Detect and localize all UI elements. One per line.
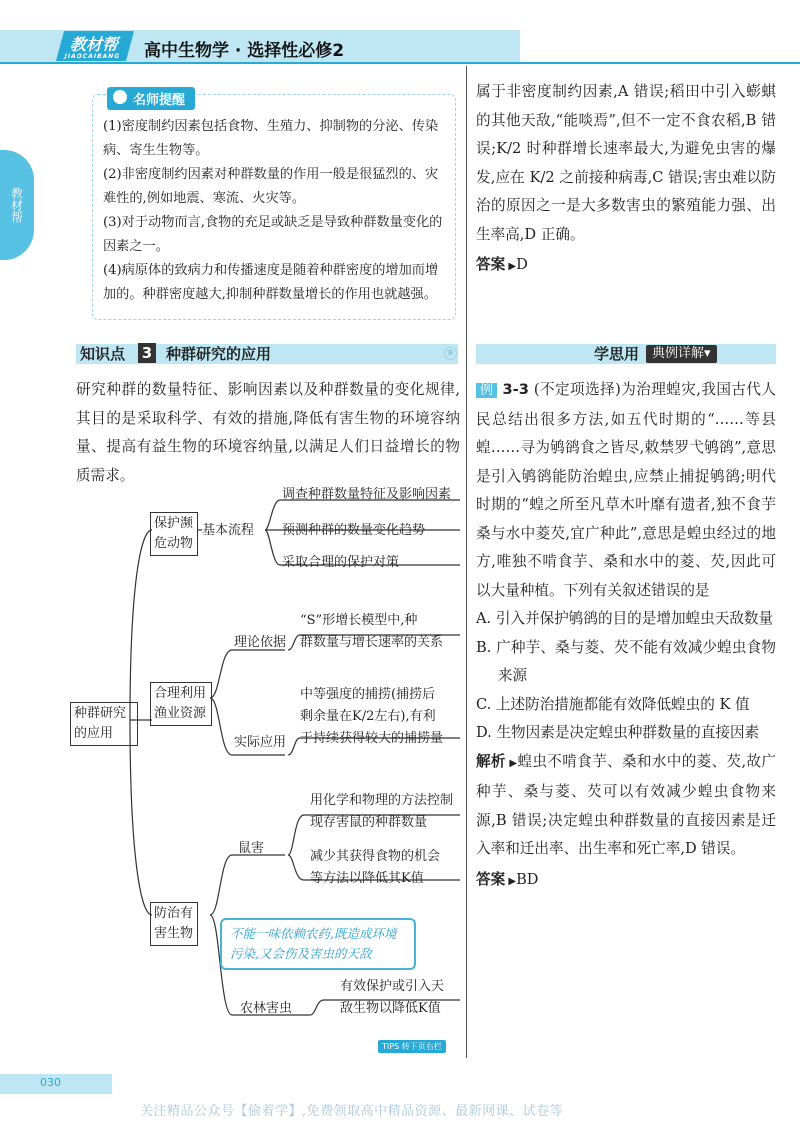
- mm-branch-fishery: 合理利用渔业资源: [150, 682, 212, 726]
- mm-b3-sub2: 农林害虫: [240, 1001, 293, 1016]
- mm-branch-protect: 保护濒危动物: [150, 512, 198, 556]
- option-a: A. 引入并保护鸲鹆的目的是增加蝗虫天敌数量: [476, 610, 774, 627]
- mm-b3-text: 有效保护或引入天: [340, 979, 445, 994]
- mm-b1-item: 采取合理的保护对策: [282, 555, 400, 570]
- mm-b1-item: 预测种群的数量变化趋势: [282, 523, 426, 538]
- prev-answer-block: 属于非密度制约因素,A 错误;稻田中引入蟛蜞的其他天敌,“能啖焉”,但不一定不食农稻,B 错误;K/2 时种群增长速率最大,为避免虫害的爆发,应在 K/2 之前接种病毒,C 错误;害虫难以防治的原因之一是大多数害虫的繁殖能力强、出生率高,D 正确。 答案 ▶D: [476, 78, 776, 282]
- page-number: 030: [40, 1076, 61, 1089]
- logo-subtext: JIAOCAIBANG: [63, 53, 121, 60]
- section-number: 3: [138, 343, 156, 363]
- mm-b3-sub1: 鼠害: [238, 841, 265, 856]
- mm-b2-text: “S”形增长模型中,种: [300, 613, 418, 628]
- level-badge: B: [444, 347, 457, 360]
- section-title: 种群研究的应用: [166, 345, 272, 363]
- column-divider: [466, 66, 467, 1058]
- answer-label: 答案: [476, 256, 506, 273]
- mm-b3-text: 等方法以降低其K值: [310, 871, 424, 886]
- footer-note: 关注精品公众号【偷着学】,免费领取高中精品资源、最新网课、试卷等: [140, 1104, 564, 1119]
- mm-b1-sub: 基本流程: [202, 523, 255, 538]
- mm-b2-text: 群数量与增长速率的关系: [300, 635, 444, 650]
- example-block: 例 3-3 (不定项选择)为治理蝗灾,我国古代人民总结出很多方法,如五代时期的“……等县蝗……寻为鸲鹆食之皆尽,敕禁罗弋鸲鹆”,意思是引入鸲鹆能防治蝗虫,应禁止捕捉鸲鹆;明代时期的“蝗之所至凡草木叶靡有遗者,独不食芋桑与水中菱芡,宜广种此”,意思是蝗虫经过的地方,唯独不啃食芋、桑和水中的菱、芡,因此可以大量种植。下列有关叙述错误的是 A. 引入并保护鸲鹆的目的是增加蝗虫天敌数量 B. 广种芋、桑与菱、芡不能有效减少蝗虫食物来源 C. 上述防治措施都能有效降低蝗虫的 K 值 D. 生物因素是决定蝗虫种群数量的直接因素 解析 ▶蝗虫不啃食芋、桑和水中的菱、芡,故广种芋、桑与菱、芡可以有效减少蝗虫食物来源,B 错误;决定蝗虫种群数量的直接因素是迁入率和迁出率、出生率和死亡率,D 错误。 答案 ▶BD: [476, 376, 776, 896]
- logo-text: 教材帮: [68, 35, 122, 54]
- mm-b2-text: 剩余量在K/2左右),有利: [300, 709, 436, 724]
- mm-b2-text: 于持续获得较大的捕捞量: [300, 731, 444, 746]
- mm-b2-sub2: 实际应用: [234, 735, 287, 750]
- mm-branch-pest: 防治有害生物: [150, 902, 198, 946]
- mm-b3-text: 用化学和物理的方法控制: [310, 793, 454, 808]
- mm-b3-text: 敌生物以降低K值: [340, 1001, 441, 1016]
- tips-item: (4)病原体的致病力和传播速度是随着种群密度的增加而增加的。种群密度越大,抑制种群数量增长的作用也就越强。: [103, 263, 439, 302]
- mm-b2-sub1: 理论依据: [234, 635, 287, 650]
- example-stem: [476, 376, 776, 605]
- example-stem-text: 为治理蝗灾,我国古代人民总结出很多方法,如五代时期的“……等县蝗……寻为鸲鹆食之皆尽,敕禁罗弋鸲鹆”,意思是引入鸲鹆能防治蝗虫,应禁止捕捉鸲鹆;明代时期的“蝗之所至凡草木叶靡有遗者,独不食芋桑与水中菱芡,宜广种此”,意思是蝗虫经过的地方,唯独不啃食芋、桑和水中的菱、芡,因此可以大量种植。下列有关叙述错误的是: [476, 381, 776, 599]
- practice-label: 学思用: [594, 345, 640, 363]
- answer-label: 答案: [476, 870, 506, 888]
- example-tag: 例: [476, 383, 497, 398]
- option-b: B. 广种芋、桑与菱、芡不能有效减少蝗虫食物来源: [476, 638, 776, 684]
- analysis-label: 解析: [476, 752, 506, 770]
- mind-map: [60, 470, 460, 1040]
- tips-item: (2)非密度制约因素对种群数量的作用一般是很猛烈的、灾难性的,例如地震、寒流、火灾等。: [103, 167, 439, 206]
- side-tab: 教材帮: [0, 150, 34, 260]
- answer-value: BD: [516, 870, 539, 888]
- intro-paragraph: 研究种群的数量特征、影响因素以及种群数量的变化规律,其目的是采取科学、有效的措施,降低有害生物的环境容纳量、提高有益生物的环境容纳量,以满足人们日益增长的物质需求。: [76, 381, 460, 484]
- teacher-tips-box: [92, 94, 456, 320]
- analysis-text: 蝗虫不啃食芋、桑和水中的菱、芡,故广种芋、桑与菱、芡可以有效减少蝗虫食物来源,B 错误;决定蝗虫种群数量的直接因素是迁入率和迁出率、出生率和死亡率,D 错误。: [476, 752, 776, 857]
- tips-item: (1)密度制约因素包括食物、生殖力、抑制物的分泌、传染病、寄生生物等。: [103, 119, 439, 158]
- answer-value: D: [516, 256, 528, 273]
- section-label: 知识点: [80, 345, 126, 363]
- continue-tip: TIPS 转下页右栏: [378, 1040, 446, 1053]
- example-number: 3-3: [502, 381, 529, 398]
- mm-b3-text: 减少其获得食物的机会: [310, 849, 441, 864]
- option-d: D. 生物因素是决定蝗虫种群数量的直接因素: [476, 724, 760, 741]
- analysis-paragraph: 解析 ▶蝗虫不啃食芋、桑和水中的菱、芡,故广种芋、桑与菱、芡可以有效减少蝗虫食物来源,B 错误;决定蝗虫种群数量的直接因素是迁入率和迁出率、出生率和死亡率,D 错误。: [476, 752, 776, 857]
- header-rule: [0, 62, 800, 64]
- tips-tag-label: 名师提醒: [133, 93, 186, 108]
- mm-b1-item: 调查种群数量特征及影响因素: [282, 487, 452, 502]
- mm-b3-text: 现存害鼠的种群数量: [310, 815, 428, 830]
- mm-warning-note: 不能一味依赖农药,既造成环境污染,又会伤及害虫的天敌: [220, 918, 416, 970]
- tips-item: (3)对于动物而言,食物的充足或缺乏是导致种群数量变化的因素之一。: [103, 215, 443, 254]
- mm-root: 种群研究的应用: [70, 702, 138, 746]
- teacher-tips-tag: [107, 87, 195, 110]
- lightbulb-icon: [113, 90, 127, 104]
- practice-tag: 典例详解▾: [646, 345, 717, 363]
- header-logo: [56, 31, 134, 61]
- mm-b2-text: 中等强度的捕捞(捕捞后: [300, 687, 436, 702]
- prev-answer-text: 属于非密度制约因素,A 错误;稻田中引入蟛蜞的其他天敌,“能啖焉”,但不一定不食农稻,B 错误;K/2 时种群增长速率最大,为避免虫害的爆发,应在 K/2 之前接种病毒,C 错误;害虫难以防治的原因之一是大多数害虫的繁殖能力强、出生率高,D 正确。: [476, 83, 776, 243]
- book-title: 高中生物学 · 选择性必修2: [144, 41, 345, 61]
- example-type: (不定项选择): [533, 381, 621, 398]
- option-c: C. 上述防治措施都能有效降低蝗虫的 K 值: [476, 695, 750, 713]
